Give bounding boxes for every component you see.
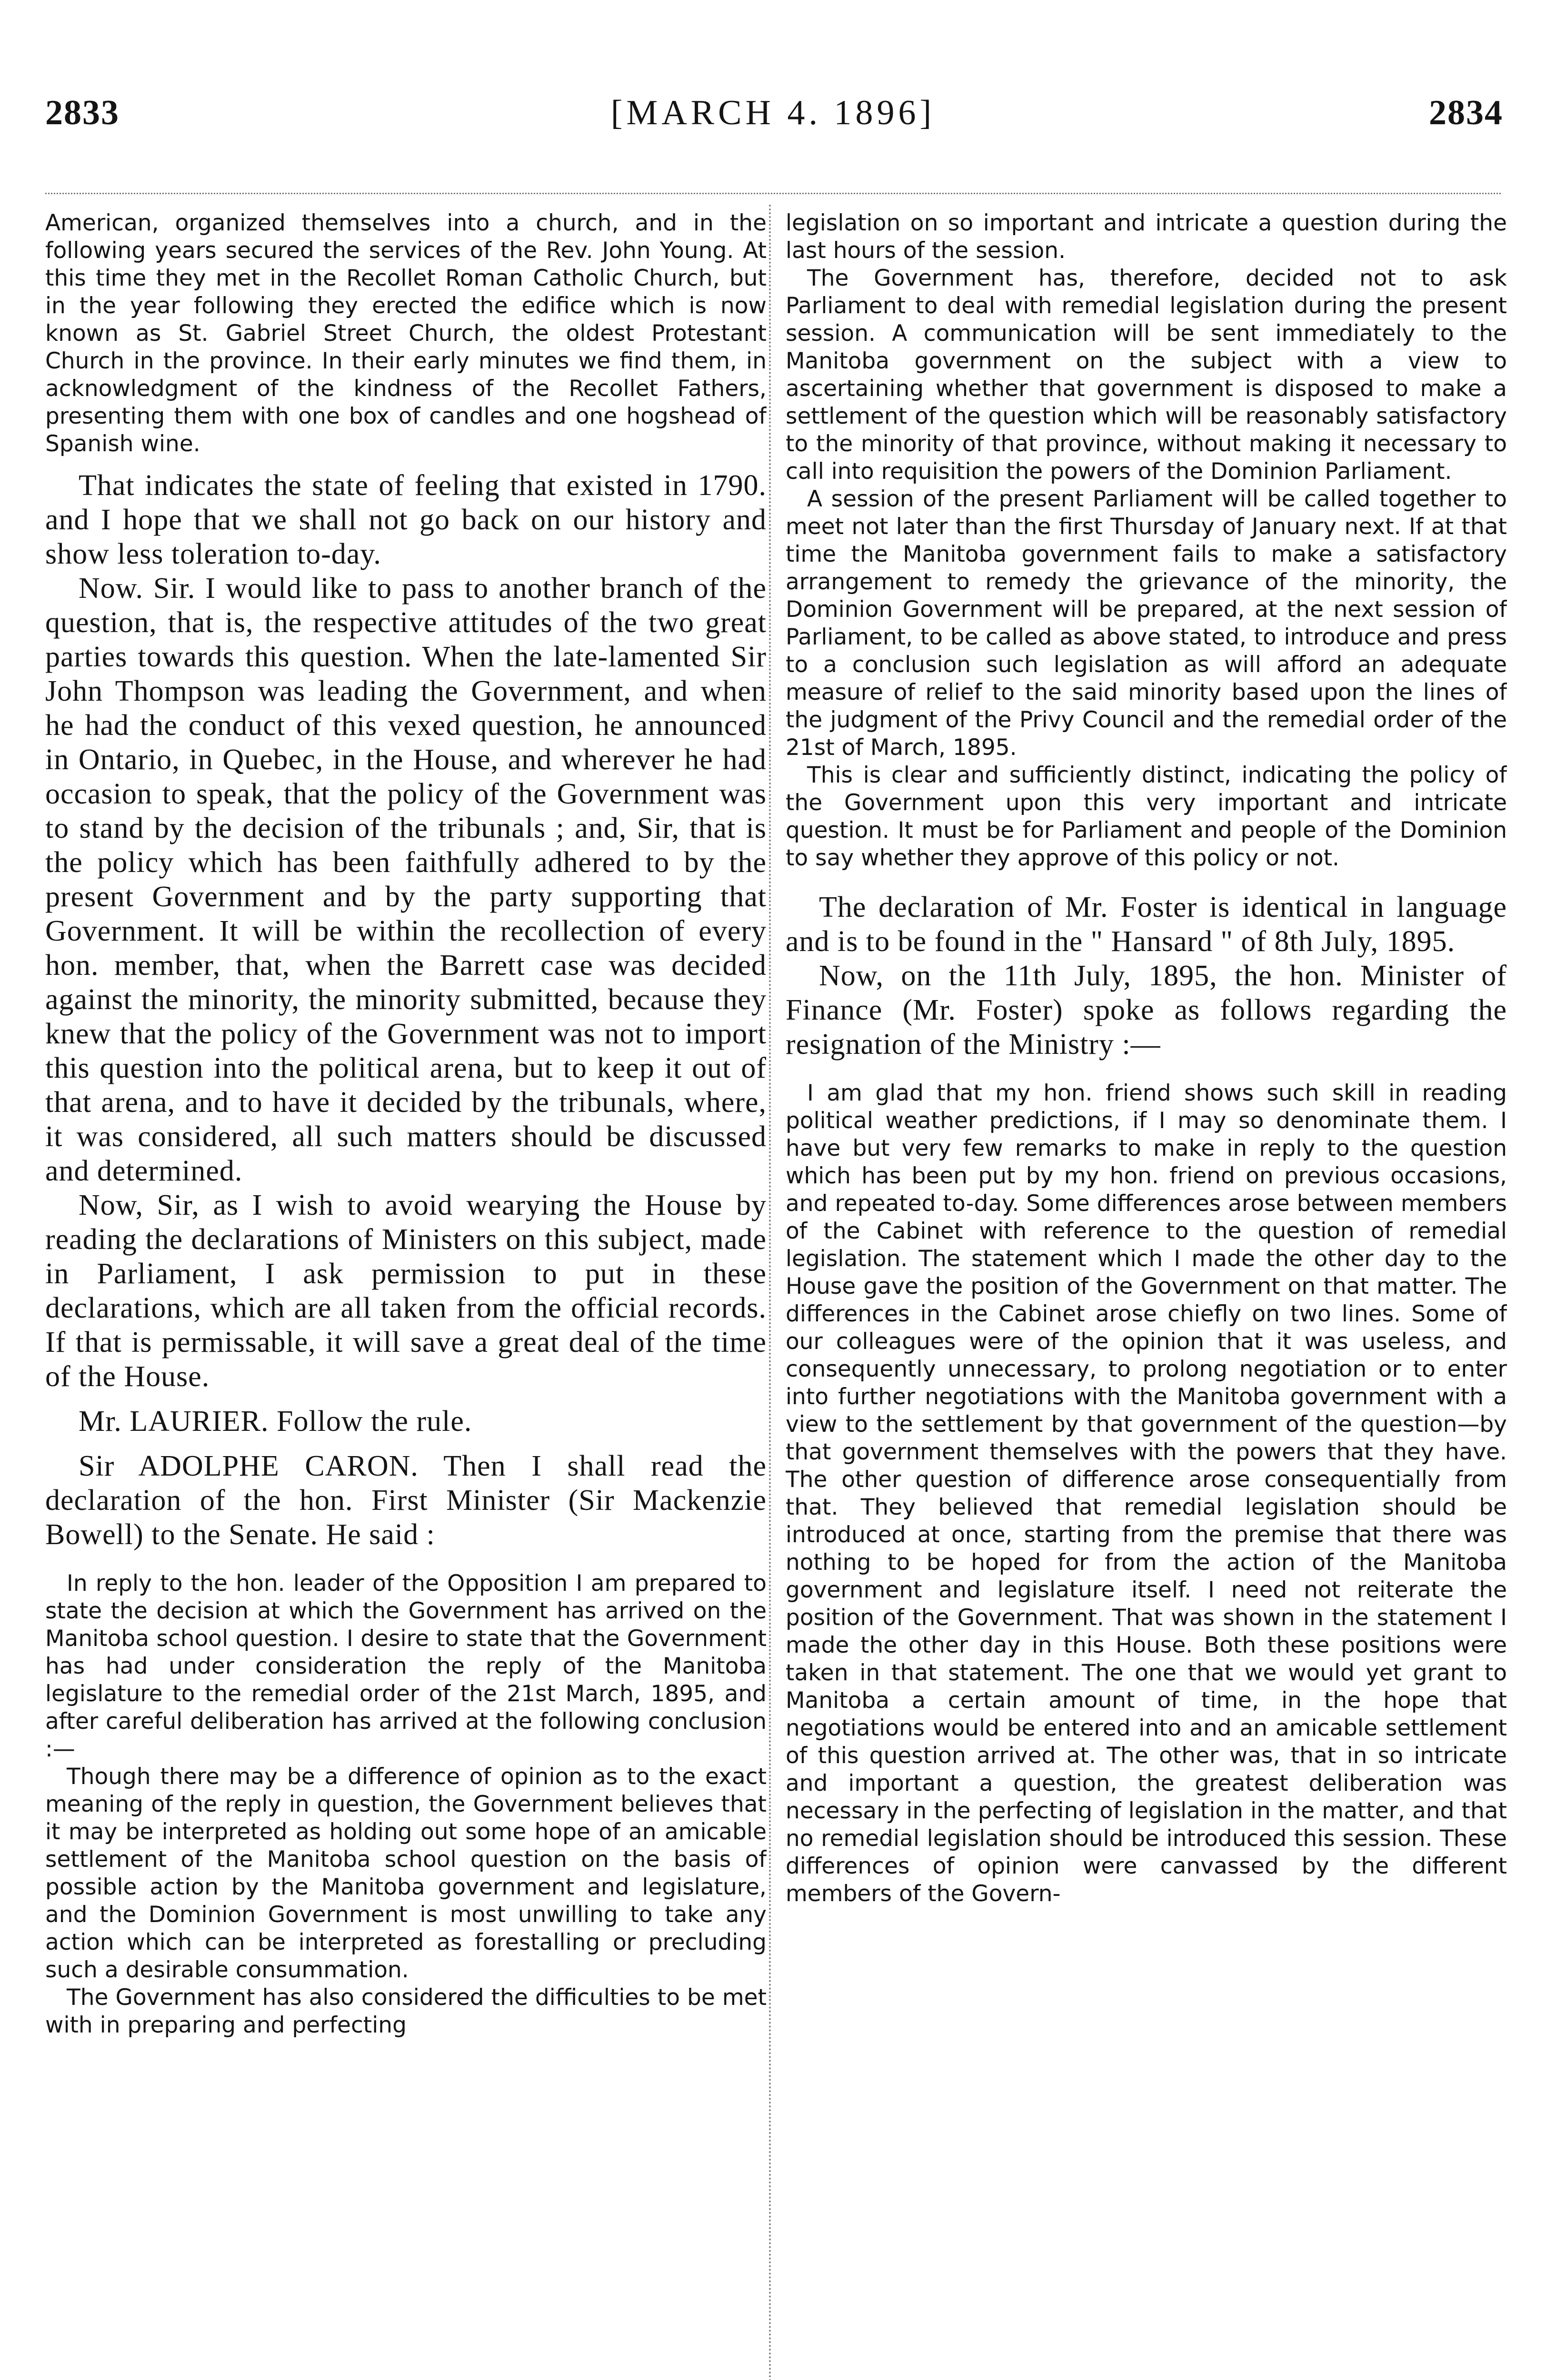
quoted-passage — [786, 1080, 1507, 1908]
speech-passage — [786, 890, 1507, 1061]
page-header — [0, 0, 1546, 157]
paragraph: I am glad that my hon. friend shows such skill in reading political weather predictions, if I may so denominate them. I have but very few remarks to make in reply to the question which has been put by my hon. friend on previous occasions, and repeated to-day. Some differences arose between members of the Cabinet with reference to the question of remedial legislation. The statement which I made the other day to the House gave the position of the Government on that matter. The differences in the Cabinet arose chiefly on two lines. Some of our colleagues were of the opinion that it was useless, and consequently unnecessary, to prolong negotiation or to enter into further negotiations with the Manitoba government with a view to the settlement by that government of the question—by that government themselves with the powers that they have. The other question of difference arose consequentially from that. They believed that remedial legislation should be introduced at once, starting from the premise that there was nothing to be hoped for from the action of the Manitoba government and legislature itself. I need not reiterate the position of the Government. That was shown in the statement I made the other day in this House. Both these positions were taken in that statement. The one that we would yet grant to Manitoba a certain amount of time, in the hope that negotiations would be entered into and an amicable settlement of this question arrived at. The other was, that in so intricate and important a question, the greatest deliberation was necessary in the perfecting of legislation in the matter, and that no remedial legislation should be introduced this session. These differences of opinion were canvassed by the different members of the Govern- — [786, 1080, 1507, 1907]
speech-passage — [45, 468, 767, 1552]
paragraph: Now, Sir, as I wish to avoid wearying the House by reading the declarations of Ministers on this subject, made in Parliament, I ask permission to put in these declarations, which are all taken from the official records. If that is permissable, it will save a great deal of the time of the House. — [45, 1189, 767, 1393]
paragraph: Though there may be a difference of opinion as to the exact meaning of the reply in question, the Government believes that it may be interpreted as holding out some hope of an amicable settlement of the Manitoba school question on the basis of possible action by the Manitoba government and legislature, and the Dominion Government is most unwilling to take any action which can be interpreted as forestalling or precluding such a desirable consummation. — [45, 1764, 767, 1983]
speaker-paragraph: Sir ADOLPHE CARON. Then I shall read the declaration of the hon. First Minister (Sir Mackenzie Bowell) to the Senate. He said : — [45, 1450, 767, 1551]
paragraph: That indicates the state of feeling that existed in 1790. and I hope that we shall not go back on our history and show less toleration to-day. — [45, 469, 767, 570]
paragraph: In reply to the hon. leader of the Opposition I am prepared to state the decision at which the Government has arrived on the Manitoba school question. I desire to state that the Government has had under consideration the reply of the Manitoba legislature to the remedial order of the 21st March, 1895, and after careful deliberation has arrived at the following conclusion :— — [45, 1570, 767, 1762]
column-divider — [769, 205, 771, 2380]
quoted-passage — [786, 209, 1507, 872]
left-column — [45, 209, 767, 2380]
page-date: [MARCH 4. 1896] — [610, 93, 936, 132]
paragraph: A session of the present Parliament will be called together to meet not later than the first Thursday of January next. If at that time the Manitoba government fails to make a satisfactory arrangement to remedy the grievance of the minority, the Dominion Government will be prepared, at the next session of Parliament, to be called as above stated, to introduce and press to a conclusion such legislation as will afford an adequate measure of relief to the said minority based upon the lines of the judgment of the Privy Council and the remedial order of the 21st of March, 1895. — [786, 486, 1507, 761]
paragraph: The declaration of Mr. Foster is identical in language and is to be found in the " Hansard " of 8th July, 1895. — [786, 891, 1507, 958]
paragraph: American, organized themselves into a church, and in the following years secured the services of the Rev. John Young. At this time they met in the Recollet Roman Catholic Church, but in the year following they erected the edifice which is now known as St. Gabriel Street Church, the oldest Protestant Church in the province. In their early minutes we find them, in acknowledgment of the kindness of the Recollet Fathers, presenting them with one box of candles and one hogshead of Spanish wine. — [45, 210, 767, 457]
page-number-left: 2833 — [45, 93, 120, 132]
page-number-right: 2834 — [1429, 93, 1503, 132]
paragraph: The Government has also considered the difficulties to be met with in preparing and perfecting — [45, 1984, 767, 2038]
paragraph: Now, on the 11th July, 1895, the hon. Minister of Finance (Mr. Foster) spoke as follows regarding the resignation of the Ministry :— — [786, 960, 1507, 1061]
paragraph: legislation on so important and intricate a question during the last hours of the session. — [786, 210, 1507, 264]
speaker-paragraph: Mr. LAURIER. Follow the rule. — [79, 1405, 472, 1438]
paragraph: The Government has, therefore, decided not to ask Parliament to deal with remedial legislation during the present session. A communication will be sent immediately to the Manitoba government on the subject with a view to ascertaining whether that government is disposed to make a settlement of the question which will be reasonably satisfactory to the minority of that province, without making it necessary to call into requisition the powers of the Dominion Parliament. — [786, 265, 1507, 485]
right-column — [786, 209, 1507, 2380]
quoted-passage — [45, 209, 767, 458]
header-rule — [45, 193, 1501, 194]
paragraph: Now. Sir. I would like to pass to another branch of the question, that is, the respective attitudes of the two great parties towards this question. When the late-lamented Sir John Thompson was leading the Government, and when he had the conduct of this vexed question, he announced in Ontario, in Quebec, in the House, and wherever he had occasion to speak, that the policy of the Government was to stand by the decision of the tribunals ; and, Sir, that is the policy which has been faithfully adhered to by the present Government and by the party supporting that Government. It will be within the recollection of every hon. member, that, when the Barrett case was decided against the minority, the minority submitted, because they knew that the policy of the Government was not to import this question into the political arena, but to keep it out of that arena, and to have it decided by the tribunals, where, it was considered, all such matters should be discussed and determined. — [45, 572, 767, 1187]
paragraph: This is clear and sufficiently distinct, indicating the policy of the Government upon this very important and intricate question. It must be for Parliament and people of the Dominion to say whether they approve of this policy or not. — [786, 762, 1507, 871]
quoted-passage — [45, 1570, 767, 2039]
